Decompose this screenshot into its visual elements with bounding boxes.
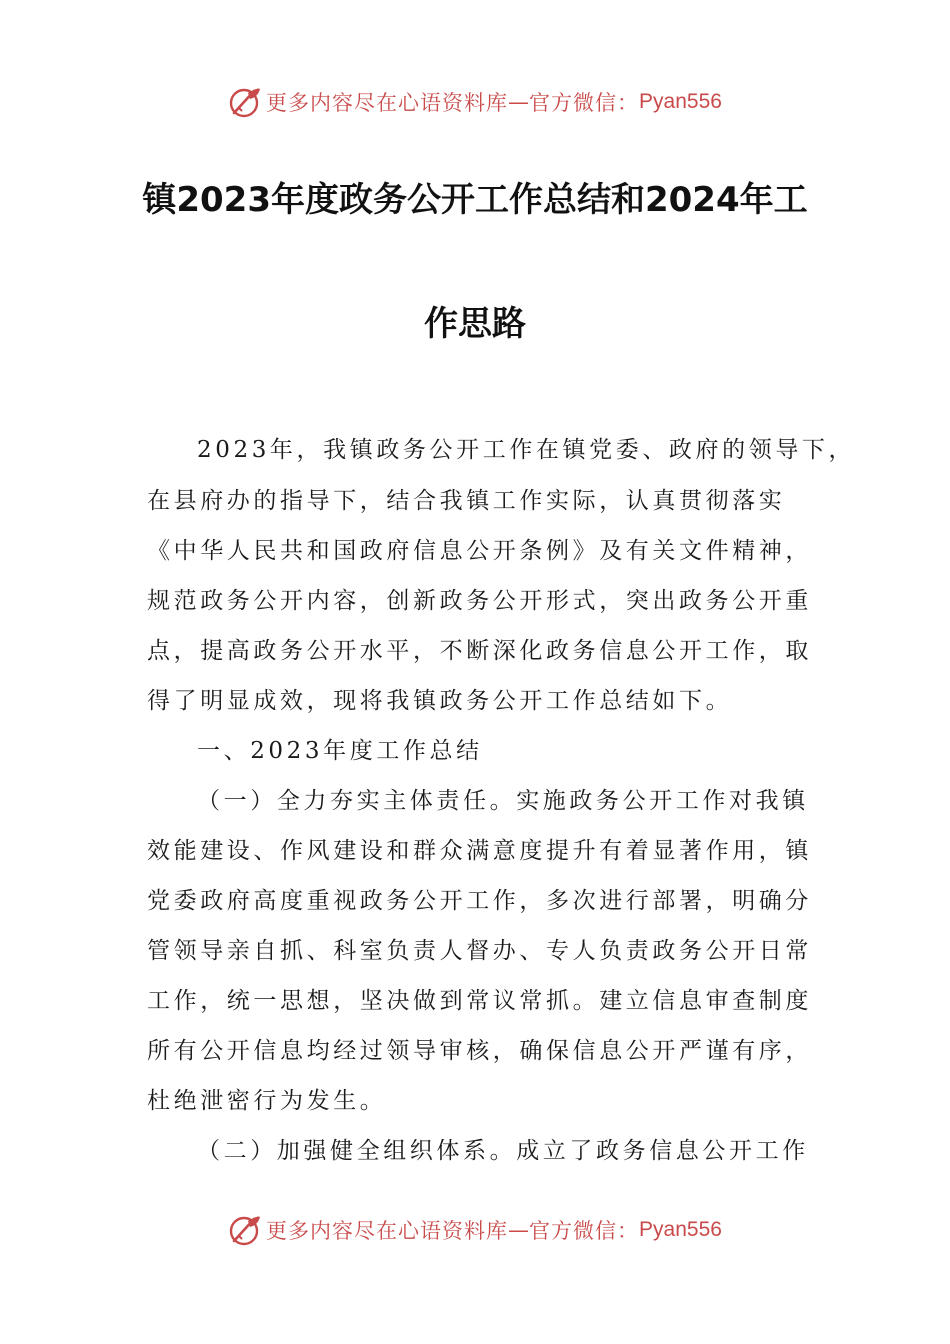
banner-separator: — [508,1218,530,1242]
body-line: 得了明显成效，现将我镇政务公开工作总结如下。 [147,688,733,714]
body-line: 工作，统一思想，坚决做到常议常抓。建立信息审查制度 [147,988,812,1014]
header-banner [0,82,950,122]
quill-logo-icon [228,1213,262,1247]
quill-logo-icon [228,85,262,119]
body-line: 所有公开信息均经过领导审核，确保信息公开严谨有序， [147,1038,812,1064]
body-line: 效能建设、作风建设和群众满意度提升有着显著作用，镇 [147,838,812,864]
banner-wechat-label: 官方微信： [529,1219,640,1243]
footer-banner [0,1210,950,1250]
document-title-line-2: 作思路 [424,304,526,344]
body-line: 杜绝泄密行为发生。 [147,1088,387,1114]
banner-text: 更多内容尽在心语资料库 [266,1219,509,1243]
body-line: （二）加强健全组织体系。成立了政务信息公开工作 [197,1138,809,1164]
banner-separator: — [508,90,530,114]
banner-wechat-id: Pyan556 [639,90,722,113]
body-line: 点，提高政务公开水平，不断深化政务信息公开工作，取 [147,638,812,664]
body-line: 2023年，我镇政务公开工作在镇党委、政府的领导下， [197,437,856,463]
banner-wechat-id: Pyan556 [639,1218,722,1241]
body-line: 《中华人民共和国政府信息公开条例》及有关文件精神， [147,538,812,564]
body-line: 管领导亲自抓、科室负责人督办、专人负责政务公开日常 [147,938,812,964]
document-title-line-1: 镇2023年度政务公开工作总结和2024年工 [142,180,808,220]
body-line: （一）全力夯实主体责任。实施政务公开工作对我镇 [197,788,809,814]
banner-wechat-label: 官方微信： [529,91,640,115]
body-line: 规范政务公开内容，创新政务公开形式，突出政务公开重 [147,588,812,614]
banner-text: 更多内容尽在心语资料库 [266,91,509,115]
body-line: 党委政府高度重视政务公开工作，多次进行部署，明确分 [147,888,812,914]
body-line: 在县府办的指导下，结合我镇工作实际，认真贯彻落实 [147,488,786,514]
section-heading: 一、2023年度工作总结 [197,738,483,764]
